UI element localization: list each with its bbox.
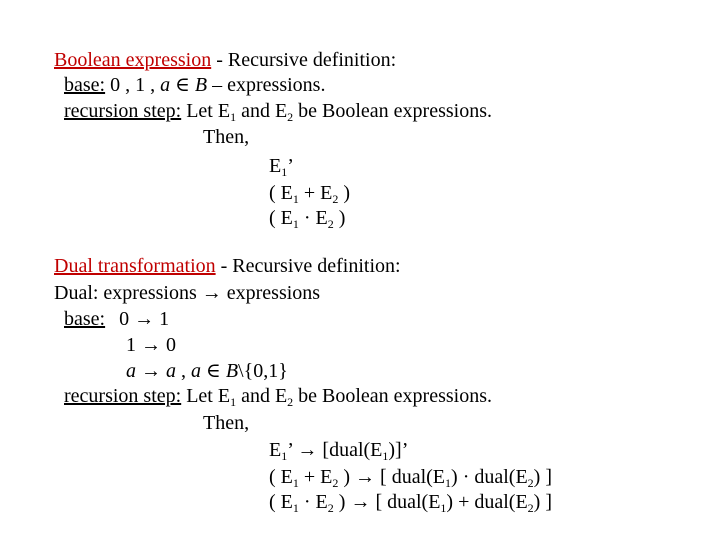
subscript: 1 xyxy=(292,217,299,231)
subscript: 2 xyxy=(527,476,534,490)
dual-step-line xyxy=(64,384,492,408)
rec-then: Then, xyxy=(203,126,250,148)
set-B: B xyxy=(225,360,239,382)
subscript: 1 xyxy=(230,395,237,409)
subscript: 1 xyxy=(382,449,389,463)
dual-base-label: base: xyxy=(64,308,106,330)
dual-mapping: ) · dual(E xyxy=(451,466,528,488)
expr-open: ( E xyxy=(269,466,293,488)
expr-e: E xyxy=(269,155,282,177)
var-a: a xyxy=(126,360,136,382)
dual-mapping: ) → [ dual(E xyxy=(333,491,441,513)
dual-mapping: ) + dual(E xyxy=(446,491,528,513)
element-of-symbol: ∈ xyxy=(201,360,226,382)
dual-signature: Dual: expressions → expressions xyxy=(54,282,321,304)
subscript: 2 xyxy=(527,501,534,515)
subscript: 1 xyxy=(292,501,299,515)
plus-symbol: + E xyxy=(298,182,333,204)
var-a: a xyxy=(166,360,176,382)
element-of-symbol: ∈ xyxy=(170,74,195,96)
rec-title-line xyxy=(54,48,396,72)
subscript: 1 xyxy=(230,110,237,124)
subscript: 2 xyxy=(332,476,339,490)
expr-close: ) xyxy=(338,182,351,204)
dual-step-label: recursion step: xyxy=(64,385,182,407)
subscript: 2 xyxy=(287,395,294,409)
rec-base-line xyxy=(64,73,325,97)
subscript: 2 xyxy=(327,501,334,515)
expr-open: ( E xyxy=(269,207,293,229)
subscript: 1 xyxy=(292,192,299,206)
comma: , xyxy=(176,360,191,382)
expr-open: ( E xyxy=(269,182,293,204)
dual-rule-sum xyxy=(269,465,552,489)
dual-base-line xyxy=(64,307,169,331)
subscript: 2 xyxy=(332,192,339,206)
rec-rule-negation xyxy=(269,154,294,178)
rec-rule-product xyxy=(269,206,345,230)
rec-title: Boolean expression xyxy=(54,49,212,71)
expr-e: E xyxy=(269,439,282,461)
rec-base-suffix: – expressions. xyxy=(207,74,326,96)
rec-base-label: base: xyxy=(64,74,106,96)
rec-title-rest: - Recursive definition: xyxy=(211,49,397,71)
rec-step-text: be Boolean expressions. xyxy=(293,100,493,122)
dual-rule-negation xyxy=(269,438,408,462)
subscript: 1 xyxy=(281,165,288,179)
var-a: a xyxy=(160,74,171,96)
prime-symbol: ’ xyxy=(287,155,294,177)
arrow-symbol: → xyxy=(136,360,166,382)
rec-step-text: and E xyxy=(236,100,288,122)
rec-step-text: Let E xyxy=(181,100,231,122)
dot-symbol: · E xyxy=(298,491,328,513)
subscript: 2 xyxy=(327,217,334,231)
dual-mapping-end: ) ] xyxy=(533,491,552,513)
dual-title: Dual transformation xyxy=(54,255,216,277)
dual-step-text: be Boolean expressions. xyxy=(293,385,493,407)
map-1-to-0: 1 → 0 xyxy=(126,334,176,356)
map-0-to-1: 0 → 1 xyxy=(119,308,170,330)
subscript: 2 xyxy=(287,110,294,124)
subscript: 1 xyxy=(440,501,447,515)
map-a-line xyxy=(126,359,288,383)
expr-open: ( E xyxy=(269,491,293,513)
dual-step-text: Let E xyxy=(181,385,231,407)
dual-title-rest: - Recursive definition: xyxy=(215,255,401,277)
set-B: B xyxy=(194,74,208,96)
set-difference: \{0,1} xyxy=(238,360,288,382)
dual-title-line xyxy=(54,254,401,278)
expr-close: ) xyxy=(333,207,346,229)
dual-mapping-end: ) ] xyxy=(533,466,552,488)
dual-mapping: ) → [ dual(E xyxy=(338,466,446,488)
dual-then: Then, xyxy=(203,412,250,434)
dot-symbol: · E xyxy=(298,207,328,229)
plus-symbol: + E xyxy=(298,466,333,488)
dual-step-text: and E xyxy=(236,385,288,407)
var-a: a xyxy=(191,360,201,382)
rec-base-values: 0 , 1 , xyxy=(105,74,161,96)
prime-symbol: ’ xyxy=(287,439,293,461)
dual-mapping-end: )]’ xyxy=(388,439,409,461)
subscript: 1 xyxy=(445,476,452,490)
dual-rule-product xyxy=(269,490,552,514)
subscript: 1 xyxy=(281,449,288,463)
rec-step-line xyxy=(64,99,492,123)
subscript: 1 xyxy=(292,476,299,490)
rec-rule-sum xyxy=(269,181,350,205)
dual-mapping: → [dual(E xyxy=(292,439,383,461)
rec-step-label: recursion step: xyxy=(64,100,182,122)
